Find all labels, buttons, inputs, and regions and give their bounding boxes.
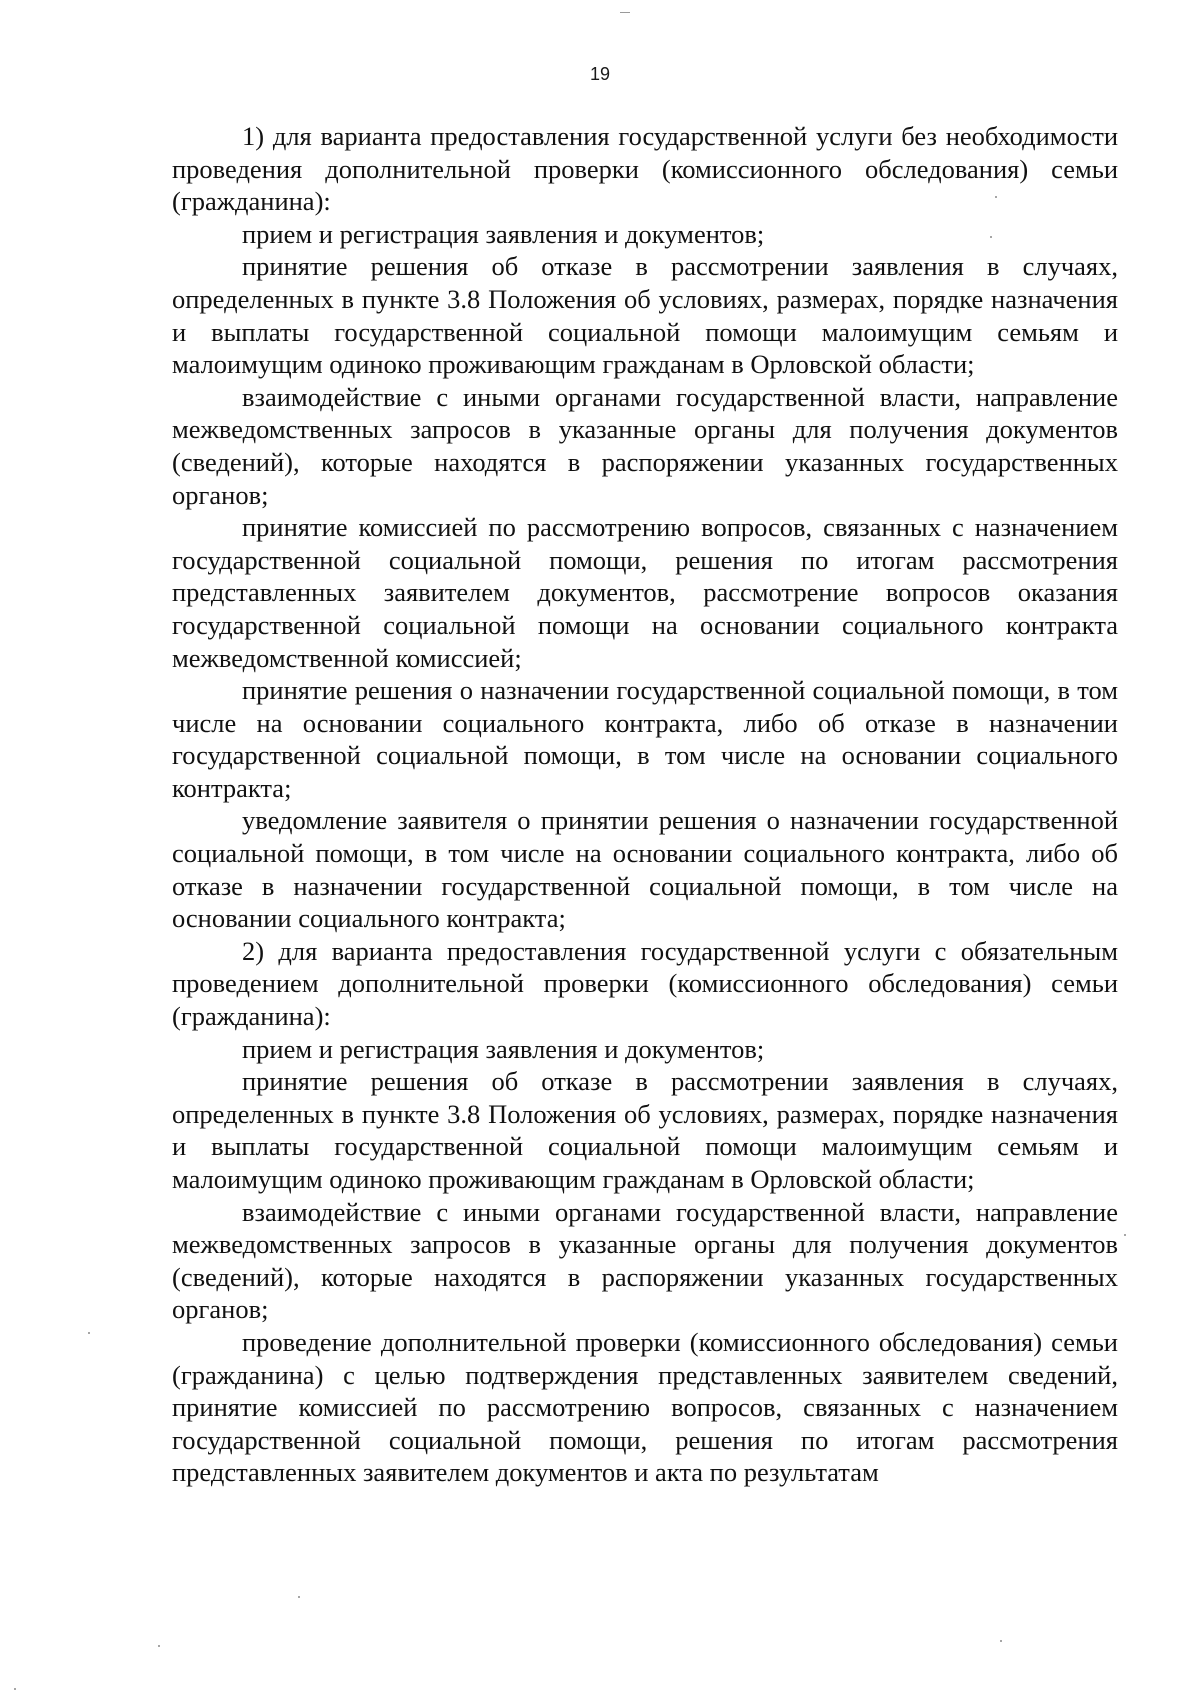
page-number: 19 [589, 64, 611, 84]
scan-speck [14, 1688, 16, 1690]
scan-mark [620, 12, 630, 13]
scan-speck [1000, 1640, 1002, 1642]
scan-speck [995, 196, 997, 198]
paragraph-reception-2: прием и регистрация заявления и документов; [242, 1033, 765, 1064]
paragraph-refusal-decision-1: принятие решения об отказе в рассмотрении заявления в случаях, определенных в пункте 3.8 Положения об условиях, размерах, порядке назначения и выплаты государственной социальной помощи малоимущим семьям и малоимущим одиноко проживающим гражданам в Орловской области; [172, 251, 1118, 380]
paragraph-assignment-decision: принятие решения о назначении государственной социальной помощи, в том числе на основании социального контракта, либо об отказе в назначении государственной социальной помощи, в том числе на основании социального контракта; [172, 675, 1118, 803]
scan-speck [990, 236, 992, 238]
paragraph-variant-2-intro: 2) для варианта предоставления государственной услуги с обязательным проведением дополнительной проверки (комиссионного обследования) семьи (гражданина): [172, 935, 1118, 1032]
paragraph-reception-1: прием и регистрация заявления и документов; [242, 218, 765, 249]
paragraph-refusal-decision-2: принятие решения об отказе в рассмотрении заявления в случаях, определенных в пункте 3.8 Положения об условиях, размерах, порядке назначения и выплаты государственной социальной помощи малоимущим семьям и малоимущим одиноко проживающим гражданам в Орловской области; [172, 1066, 1118, 1194]
paragraph-commission-decision: принятие комиссией по рассмотрению вопросов, связанных с назначением государственной социальной помощи, решения по итогам рассмотрения представленных заявителем документов, рассмотрение вопросов оказания государственной социальной помощи на основании социального контракта межведомственной комиссией; [172, 512, 1118, 673]
scan-speck [1124, 1234, 1126, 1236]
scan-speck [298, 1596, 300, 1598]
document-body [172, 120, 1118, 1489]
paragraph-variant-1-intro: 1) для варианта предоставления государственной услуги без необходимости проведения дополнительной проверки (комиссионного обследования) семьи (гражданина): [172, 121, 1118, 217]
scan-speck [88, 1332, 90, 1334]
paragraph-notification: уведомление заявителя о принятии решения о назначении государственной социальной помощи, в том числе на основании социального контракта, либо об отказе в назначении государственной социальной помощи, в том числе на основании социального контракта; [172, 805, 1118, 934]
scan-speck [158, 1645, 160, 1647]
paragraph-interaction-1: взаимодействие с иными органами государственной власти, направление межведомственных запросов в указанные органы для получения документов (сведений), которые находятся в распоряжении указанных государственных органов; [172, 381, 1118, 510]
paragraph-additional-check: проведение дополнительной проверки (комиссионного обследования) семьи (гражданина) с целью подтверждения представленных заявителем сведений, принятие комиссией по рассмотрению вопросов, связанных с назначением государственной социальной помощи, решения по итогам рассмотрения представленных заявителем документов и акта по результатам [172, 1326, 1118, 1488]
paragraph-interaction-2: взаимодействие с иными органами государственной власти, направление межведомственных запросов в указанные органы для получения документов (сведений), которые находятся в распоряжении указанных государственных органов; [172, 1196, 1118, 1325]
